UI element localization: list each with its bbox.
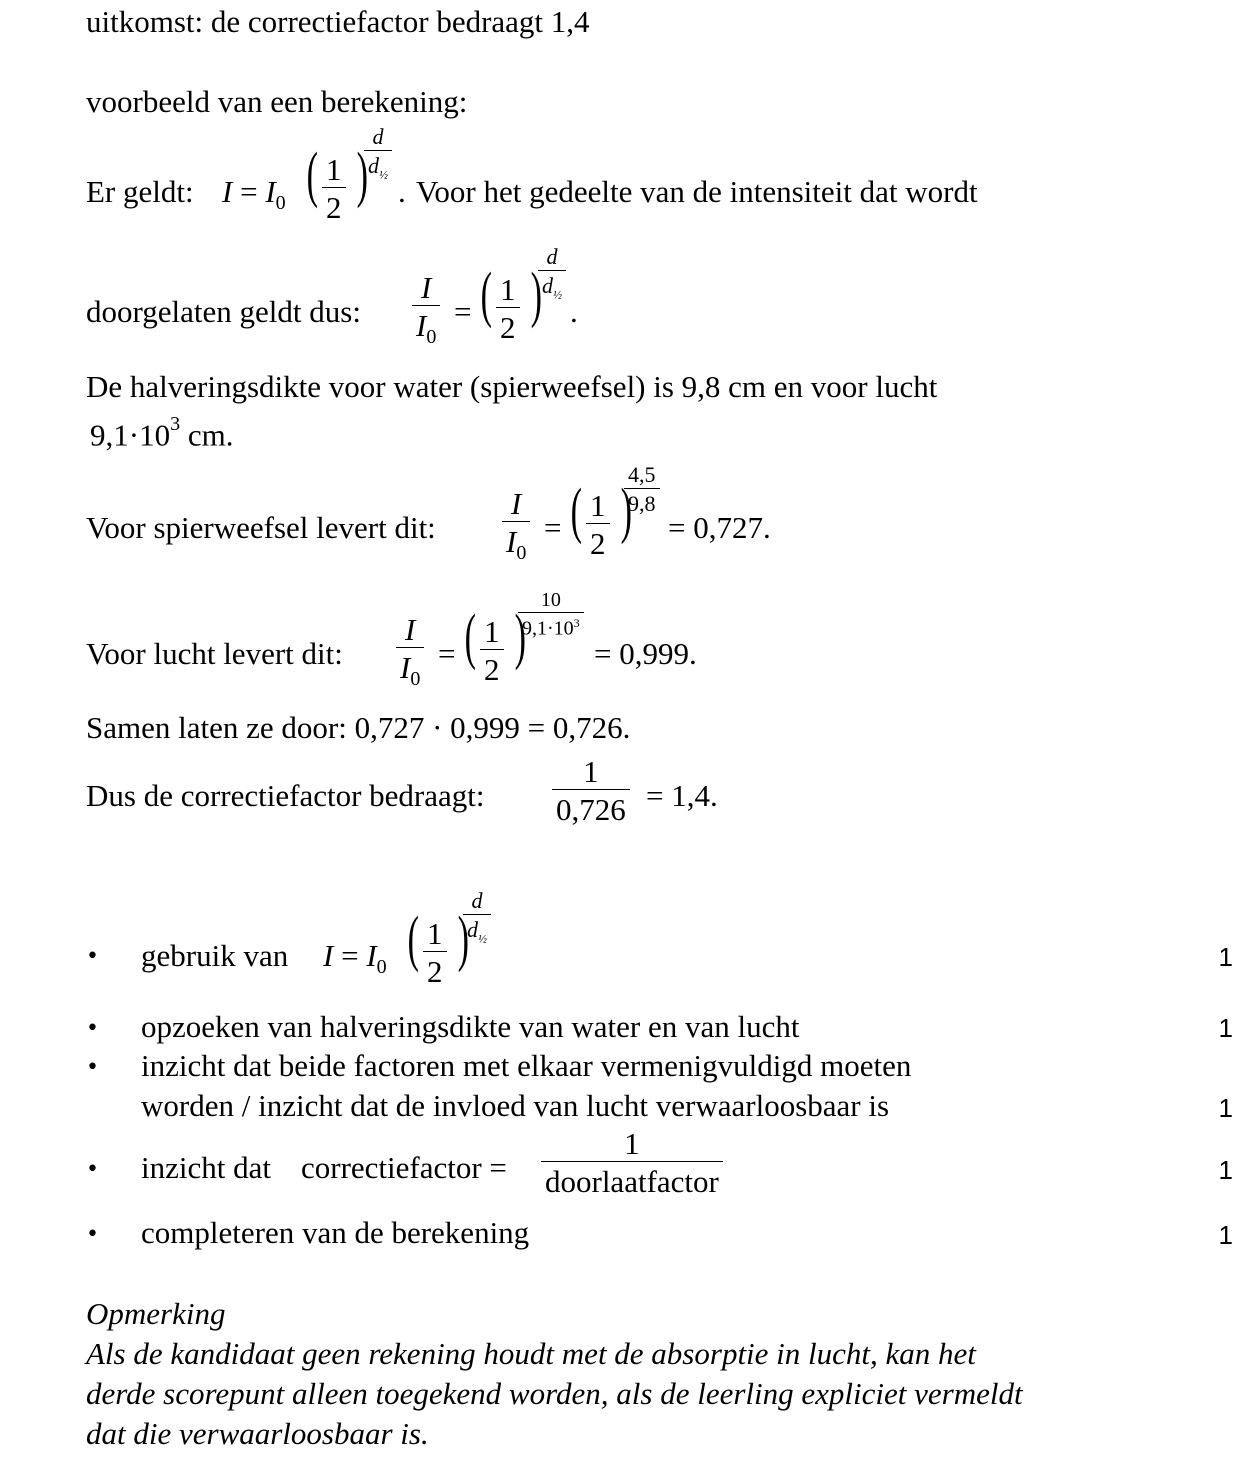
remark-line-3: dat die verwaarloosbaar is. bbox=[86, 1416, 429, 1451]
ratio-fraction: $\frac{I}{I_0}$ bbox=[502, 488, 530, 563]
criterion-1: gebruik van $I = I_0$ ( $\frac{1}{2}$ ) $\frac{d}{d_{\frac{1}{2}}}$ bbox=[141, 890, 541, 1000]
spier-result: = 0,727. bbox=[668, 510, 771, 545]
remark-title: Opmerking bbox=[86, 1296, 226, 1331]
halvering-text: De halveringsdikte voor water (spierweefsel) is 9,8 cm en voor lucht bbox=[86, 369, 938, 404]
ratio-fraction: $\frac{I}{I_0}$ bbox=[396, 614, 424, 689]
paren-left: ( bbox=[306, 141, 319, 209]
exponent-fraction: $\frac{d}{d_{\frac{1}{2}}}$ bbox=[364, 126, 392, 180]
samen-line: Samen laten ze door: 0,727 · 0,999 = 0,726. bbox=[86, 710, 631, 745]
paren-left: ( bbox=[480, 261, 493, 329]
paren-left: ( bbox=[464, 603, 477, 671]
criterion-3-cont: worden / inzicht dat de invloed van lucht verwaarloosbaar is bbox=[141, 1088, 890, 1123]
paren-left: ( bbox=[570, 477, 583, 545]
lucht-label: Voor lucht levert dit: bbox=[86, 636, 343, 671]
paren-right: ) bbox=[620, 477, 633, 545]
score-2: 1 bbox=[1218, 1013, 1233, 1043]
half-fraction: $\frac{1}{2}$ bbox=[586, 490, 610, 559]
result-statement: uitkomst: de correctiefactor bedraagt 1,4 bbox=[86, 4, 590, 39]
dus-result: = 1,4. bbox=[646, 778, 718, 813]
correction-fraction: 1 doorlaatfactor bbox=[541, 1128, 723, 1197]
exponent-fraction: $\frac{4,5}{9,8}$ bbox=[624, 464, 660, 515]
bullet: • bbox=[86, 1222, 99, 1247]
lucht-result: = 0,999. bbox=[594, 636, 697, 671]
er-geldt-label: Er geldt: bbox=[86, 174, 194, 209]
dus-label: Dus de correctiefactor bedraagt: bbox=[86, 778, 485, 813]
half-fraction: $\frac{1}{2}$ bbox=[423, 918, 447, 987]
criterion-text: gebruik van bbox=[141, 938, 289, 973]
half-fraction: $\frac{1}{2}$ bbox=[496, 274, 520, 343]
paren-right: ) bbox=[356, 141, 369, 209]
half-fraction: $\frac{1}{2}$ bbox=[480, 616, 504, 685]
doorgelaten-label: doorgelaten geldt dus: bbox=[86, 294, 361, 329]
formula-lhs: correctiefactor = bbox=[301, 1150, 507, 1185]
score-4: 1 bbox=[1218, 1155, 1233, 1185]
half-fraction: $\frac{1}{2}$ bbox=[322, 154, 346, 223]
criterion-3: inzicht dat beide factoren met elkaar vermenigvuldigd moeten bbox=[141, 1048, 912, 1083]
criterion-text: inzicht dat bbox=[141, 1150, 271, 1185]
paren-right: ) bbox=[530, 261, 543, 329]
paren-right: ) bbox=[514, 603, 527, 671]
formula-lhs: $I = I_0$ bbox=[323, 938, 387, 979]
halvering-value bbox=[90, 413, 234, 453]
remark-line-2: derde scorepunt alleen toegekend worden, als de leerling expliciet vermeldt bbox=[86, 1376, 1023, 1411]
criterion-4 bbox=[141, 1128, 761, 1210]
criterion-2: opzoeken van halveringsdikte van water en van lucht bbox=[141, 1009, 800, 1044]
er-geldt-suffix: Voor het gedeelte van de intensiteit dat wordt bbox=[416, 174, 978, 209]
ratio-fraction: $\frac{I}{I_0}$ bbox=[412, 272, 440, 347]
exponent-fraction: $\frac{d}{d_{\frac{1}{2}}}$ bbox=[463, 890, 491, 944]
exponent-fraction: $\frac{d}{d_{\frac{1}{2}}}$ bbox=[538, 246, 566, 300]
score-1: 1 bbox=[1218, 942, 1233, 972]
formula-lhs: $I = I_0$ bbox=[222, 174, 286, 215]
criterion-5: completeren van de berekening bbox=[141, 1215, 530, 1250]
value-exponent: 3 bbox=[170, 413, 181, 435]
dus-fraction: $\frac{1}{0,726}$ bbox=[552, 756, 630, 825]
value-unit: cm. bbox=[187, 417, 234, 453]
spier-label: Voor spierweefsel levert dit: bbox=[86, 510, 436, 545]
bullet: • bbox=[86, 1157, 99, 1182]
example-heading: voorbeeld van een berekening: bbox=[86, 84, 468, 119]
value-base: 9,1·10 bbox=[90, 417, 171, 453]
bullet: • bbox=[86, 1055, 99, 1080]
bullet: • bbox=[86, 1016, 99, 1041]
score-5: 1 bbox=[1218, 1220, 1233, 1250]
score-3: 1 bbox=[1218, 1093, 1233, 1123]
exponent-fraction: $\frac{10}{9,1\cdot 10^3}$ bbox=[518, 590, 584, 639]
remark-line-1: Als de kandidaat geen rekening houdt met de absorptie in lucht, kan het bbox=[86, 1336, 976, 1371]
bullet: • bbox=[86, 944, 99, 969]
